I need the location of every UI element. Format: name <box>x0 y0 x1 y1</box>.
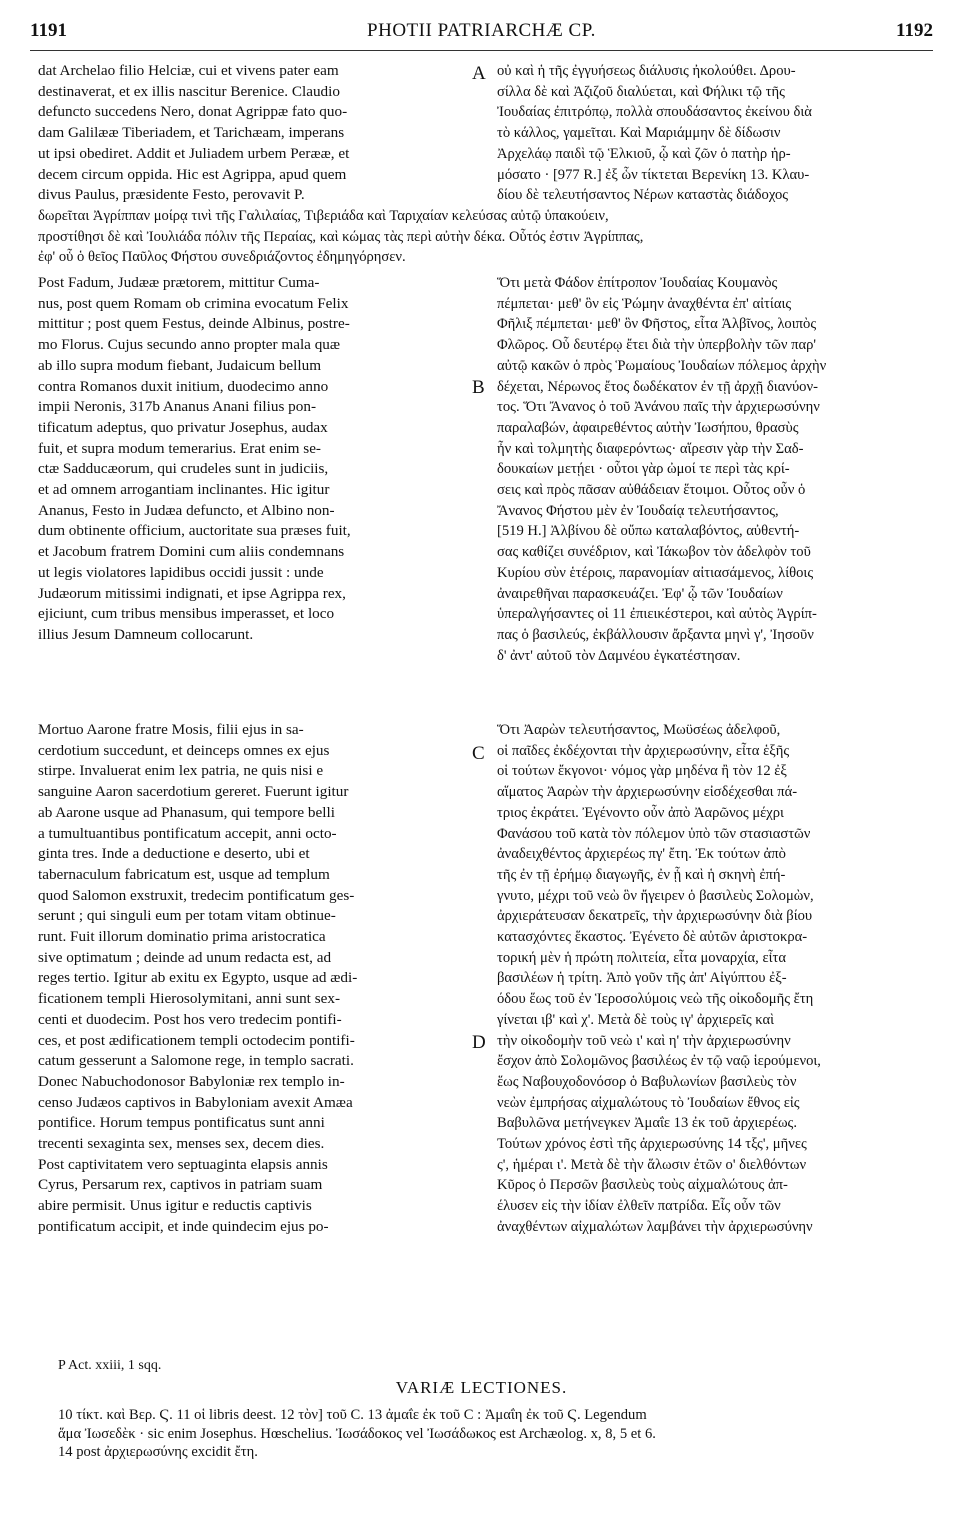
margin-marker-a: A <box>472 63 486 84</box>
latin-text-3: Mortuo Aarone fratre Mosis, filii ejus in sa- cerdotium succedunt, et deinceps omnes ex ejus stirpe. Invaluerat enim lex patria, ne quis nisi e sanguine Aaron sacerdotium gereret. Fuerunt igitur ab Aarone usque ad Phanasum, qui tempore belli a tumultuantibus pontificatum accepit, anni octo- ginta tres. Inde a deductione e deserto, ubi et tabernaculum fabricatum est, usque ad templum quod Salomon exstruxit, tredecim pontificatum ges- serunt ; qui singuli eum per totam vitam obtinue- runt. Fuit illorum dominatio prima aristocratica sive optimatum ; deinde ad unum redacta est, ad reges tertio. Igitur ab exitu ex Egypto, usque ad ædi- ficationem templi Hierosolymitani, anni sunt sex- centi et duodecim. Post hos vero tredecim pontifi- ces, et post ædificationem templi octodecim pontifi- catum gesserunt a Salomone rege, in templo sacrati. Donec Nabuchodonosor Babyloniæ rex templo in- censo Judæos captivos in Babyloniam avexit Amæa pontifice. Horum tempus pontificatus sunt anni trecenti sexaginta sex, menses sex, decem dies. Post captivitatem vero septuaginta elapsis annis Cyrus, Persarum rex, captivos in patriam suam abire permisit. Unus igitur e reductis captivis pontificatum accipit, et inde quindecim ejus po- <box>38 721 358 1235</box>
header-rule <box>30 50 933 51</box>
latin-block-3 <box>38 720 468 1238</box>
greek-block-1 <box>497 61 927 206</box>
greek-text-3: Ὅτι Ἀαρὼν τελευτήσαντος, Μωϋσέως ἀδελφοῦ, οἱ παῖδες ἐκδέχονται τὴν ἀρχιερωσύνην, εἶτα ἑξῆς οἱ τούτων ἔκγονοι· νόμος γὰρ μηδένα ἢ τὸν 12 ἐξ αἵματος Ἀαρὼν τὴν ἀρχιερωσύνην εἰσδέχεσθαι πά- τριος ἐκράτει. Ἐγένοντο οὖν ἀπὸ Ἀαρῶνος μέχρι Φανάσου τοῦ κατὰ τὸν πόλεμον ὑπὸ τῶν στασιαστῶν ἀναδειχθέντος ἀρχιερέως πγ' ἔτη. Ἐκ τούτων ἀπὸ τῆς ἐν τῇ ἐρήμῳ διαγωγῆς, ἐν ᾗ καὶ ἡ σκηνὴ ἐπή- γνυτο, μέχρι τοῦ νεὼ ὃν ἤγειρεν ὁ βασιλεὺς Σολομὼν, ἀρχιεράτευσαν δεκατρεῖς, τὴν ἀρχιερωσύνην διὰ βίου κατασχόντες ἕκαστος. Ἐγένετο δὲ αὐτῶν ἀριστοκρα- τορική μὲν ἡ πρώτη πολιτεία, εἶτα μοναρχία, εἶτα βασιλέων ἡ τρίτη. Ἀπὸ γοῦν τῆς ἀπ' Αἰγύπτου ἐξ- όδου ἕως τοῦ ἐν Ἱεροσολύμοις νεὼ τῆς οἰκοδομῆς ἔτη γίνεται ιβ' καὶ χ'. Μετὰ δὲ τοὺς ιγ' ἀρχιερεῖς καὶ τὴν οἰκοδομὴν τοῦ νεὼ ι' καὶ η' τὴν ἀρχιερωσύνην ἔσχον ἀπὸ Σολομῶνος βασιλέως ἐν τῷ ναῷ ἱερούμενοι, ἕως Ναβουχοδονόσορ ὁ Βαβυλωνίων βασιλεὺς τὸν νεὼν ἐμπρήσας αἰχμαλώτους τὸ Ἰουδαίων ἔθνος εἰς Βαβυλῶνα μετήνεγκεν Ἀμαΐε 13 ἐκ τοῦ ἀρχιερέως. Τούτων χρόνος ἐστὶ τῆς ἀρχιερωσύνης 14 τξς', μῆνες ς', ἡμέραι ι'. Μετὰ δὲ τὴν ἅλωσιν ἐτῶν ο' διελθόντων Κῦρος ὁ Περσῶν βασιλεὺς τοὺς αἰχμαλώτους ἀπ- έλυσεν εἰς τὴν ἰδίαν ἐλθεῖν πατρίδα. Εἷς οὖν τῶν ἀναχθέντων αἰχμαλώτων λαμβάνει τὴν ἀρχιερωσύνην <box>497 722 821 1235</box>
left-page-number: 1191 <box>30 20 67 41</box>
greek-block-3 <box>497 720 927 1238</box>
page-header <box>30 20 933 48</box>
right-page-number: 1192 <box>896 20 933 41</box>
latin-block-2 <box>38 273 468 646</box>
variae-lectiones-text: 10 τίκτ. καὶ Βερ. Ϛ. 11 οἱ libris deest. 12 τὸν] τοῦ C. 13 ἀμαΐε ἐκ τοῦ C : Ἀμαΐη ἐκ τοῦ Ϛ. Legendum ἅμα Ἰωσεδὲκ · sic enim Josephus. Hœschelius. Ἰωσάδοκος vel Ἰωσάδωκος est Archæolog. x, 8, 5 et 6. 14 post ἀρχιερωσύνης excidit ἔτη. <box>58 1407 656 1461</box>
footnote: P Act. xxiii, 1 sqq. <box>58 1358 162 1373</box>
running-title: PHOTII PATRIARCHÆ CP. <box>367 20 596 41</box>
greek-block-2 <box>497 273 927 666</box>
margin-marker-c: C <box>472 743 485 764</box>
latin-text-2: Post Fadum, Judææ prætorem, mittitur Cuma- nus, post quem Romam ob crimina evocatum Felix mittitur ; post quem Festus, deinde Albinus, postre- mo Florus. Cujus secundo anno propter mala quæ ab illo supra modum fiebant, Judaicum bellum contra Romanos duxit initium, duodecimo anno impii Neronis, 317b Ananus Anani filius pon- tificatum adeptus, quo privatur Josephus, audax fuit, et supra modum temerarius. Erat enim se- ctæ Sadducæorum, qui crudeles sunt in judiciis, et ad omnem arrogantiam inclinantes. Hic igitur Ananus, Festo in Judæa defuncto, et Albino non- dum obtinente officium, auctoritate sua præses fuit, et Jacobum fratrem Domini cum aliis condemnans ut legis violatores lapidibus occidi jussit : unde Judæorum mitissimi indignati, et ipse Agrippa rex, ejiciunt, cum tribus mensibus imperasset, et loco illius Jesum Damneum collocarunt. <box>38 274 351 643</box>
margin-marker-d: D <box>472 1032 486 1053</box>
greek-text-1: οὐ καὶ ἡ τῆς ἐγγυήσεως διάλυσις ἠκολούθει. Δρου- σίλλα δὲ καὶ Ἀζιζοῦ διαλύεται, καὶ Φήλικι τῷ τῆς Ἰουδαίας ἐπιτρόπῳ, πολλὰ σπουδάσαντος ἐκείνου διὰ τὸ κάλλος, γαμεῖται. Καὶ Μαριάμμην δὲ δίδωσιν Ἀρχελάῳ παιδὶ τῷ Ἑλκιοῦ, ᾧ καὶ ζῶν ὁ πατὴρ ἡρ- μόσατο · [977 R.] ἐξ ὧν τίκτεται Βερενίκη 13. Κλαυ- δίου δὲ τελευτήσαντος Νέρων καταστὰς διάδοχος <box>497 63 812 204</box>
greek-text-2: Ὅτι μετὰ Φάδον ἐπίτροπον Ἰουδαίας Κουμανὸς πέμπεται· μεθ' ὃν εἰς Ῥώμην ἀναχθέντα ἐπ' αἰτίαις Φῆλιξ πέμπεται· μεθ' ὃν Φῆστος, εἶτα Ἀλβῖνος, λοιπὸς Φλῶρος. Οὗ δευτέρῳ ἔτει διὰ τὴν ὑπερβολὴν τῶν παρ' αὐτῷ κακῶν ὁ πρὸς Ῥωμαίους Ἰουδαίων πόλεμος ἀρχὴν δέχεται, Νέρωνος ἔτος δωδέκατον ἐν τῇ ἀρχῇ διανύον- τος. Ὅτι Ἄνανος ὁ τοῦ Ἀνάνου παῖς τὴν ἀρχιερωσύνην παραλαβών, ἀφαιρεθέντος αὐτὴν Ἰωσήπου, θρασὺς ἦν καὶ τολμητὴς διαφερόντως· αἵρεσιν γὰρ τὴν Σαδ- δουκαίων μετῄει · οὗτοι γὰρ ὠμοί τε περὶ τὰς κρί- σεις καὶ πρὸς πᾶσαν αὐθάδειαν ἕτοιμοι. Οὗτος οὖν ὁ Ἄνανος Φήστου μὲν ἐν Ἰουδαίᾳ τελευτήσαντος, [519 H.] Ἀλβίνου δὲ οὔπω καταλαβόντος, αὐθεντή- σας καθίζει συνέδριον, καὶ Ἰάκωβον τὸν ἀδελφὸν τοῦ Κυρίου σὺν ἑτέροις, παρανομίαν αἰτιασάμενος, λίθοις ἀναιρεθῆναι παρασκευάζει. Ἐφ' ᾧ τῶν Ἰουδαίων ὑπεραλγήσαντες οἱ 11 ἐπιεικέστεροι, καὶ αὐτὸς Ἀγρίπ- πας ὁ βασιλεύς, ἐκβάλλουσιν ἄρξαντα μηνὶ γ', Ἰησοῦν δ' ἀντ' αὐτοῦ τὸν Δαμνέου ἐγκατέστησαν. <box>497 275 827 664</box>
margin-marker-b: B <box>472 377 485 398</box>
greek-full-width-text: δωρεῖται Ἀγρίππαν μοίρᾳ τινὶ τῆς Γαλιλαίας, Τιβεριάδα καὶ Ταριχαίαν κελεύσας αὐτῷ ὑπακούειν, προστίθησι δὲ καὶ Ἰουλιάδα πόλιν τῆς Περαίας, καὶ κώμας τὰς περὶ αὐτὴν δέκα. Οὗτός ἐστιν Ἀγρίππας, ἐφ' οὗ ὁ θεῖος Παῦλος Φήστου συνεδριάζοντος ἐδημηγόρησεν. <box>38 208 644 266</box>
latin-text-1: dat Archelao filio Helciæ, cui et vivens pater eam destinaverat, et ex illis nascitur Berenice. Claudio defuncto succedens Nero, donat Agrippæ fato quo- dam Galilææ Tiberiadem, et Tarichæam, imperans ut ipsi obediret. Addit et Juliadem urbem Perææ, et decem circum oppida. Hic est Agrippa, apud quem divus Paulus, præsidente Festo, perovavit P. <box>38 62 350 204</box>
greek-full-width-block <box>38 206 927 268</box>
latin-block-1 <box>38 61 468 206</box>
variae-lectiones <box>58 1406 928 1462</box>
variae-lectiones-title: VARIÆ LECTIONES. <box>395 1378 568 1397</box>
